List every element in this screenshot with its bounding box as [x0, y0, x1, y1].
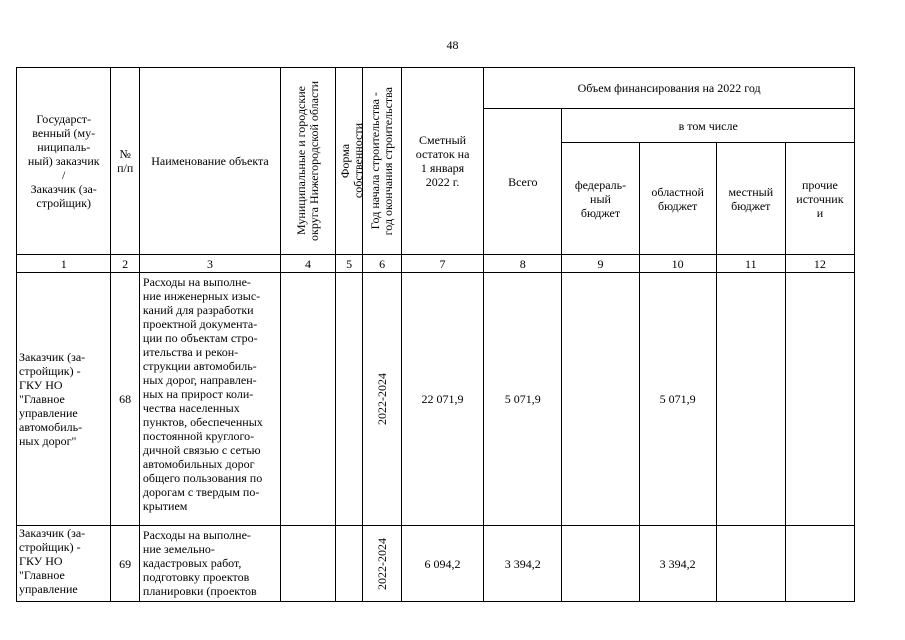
row-other	[785, 526, 854, 602]
row-local	[716, 526, 785, 602]
row-total: 5 071,9	[484, 273, 562, 526]
row-regional: 3 394,2	[639, 526, 716, 602]
column-number-row	[17, 255, 855, 273]
row-ownership	[335, 526, 362, 602]
row-years-cell	[363, 273, 402, 526]
row-years: 2022-2024	[374, 537, 389, 590]
header-municipality: Муниципальные и городские округа Нижегородской области	[293, 81, 321, 241]
header-estimate: Сметный остаток на 1 января 2022 г.	[401, 68, 483, 255]
row-num: 69	[111, 526, 139, 602]
header-total: Всего	[484, 109, 562, 255]
header-ownership: Форма собственности	[337, 123, 365, 199]
row-federal	[562, 273, 639, 526]
column-number: 10	[639, 255, 716, 273]
header-federal: федераль- ный бюджет	[562, 143, 639, 255]
header-num: № п/п	[111, 68, 139, 255]
column-number: 4	[281, 255, 336, 273]
column-number: 2	[111, 255, 139, 273]
header-including: в том числе	[562, 109, 855, 143]
table-row	[17, 273, 855, 526]
row-municipality	[281, 526, 336, 602]
header-regional: областной бюджет	[639, 143, 716, 255]
financing-table	[16, 67, 855, 602]
header-ownership-cell	[335, 68, 365, 255]
row-local	[716, 273, 785, 526]
column-number: 12	[785, 255, 854, 273]
header-row-1	[17, 68, 855, 109]
row-other	[785, 273, 854, 526]
column-number: 3	[139, 255, 280, 273]
column-number: 5	[335, 255, 362, 273]
column-number: 9	[562, 255, 639, 273]
header-local: местный бюджет	[716, 143, 785, 255]
column-number: 8	[484, 255, 562, 273]
column-number: 6	[363, 255, 402, 273]
column-number: 7	[401, 255, 483, 273]
header-object-name: Наименование объекта	[139, 68, 280, 255]
row-object-name: Расходы на выполне- ние инженерных изыс- каний для разработки проектной документа- ции по объектам стро- ительства и рекон- струкции автомобиль- ных дорог, направлен- ных на прирост коли- чества населенных пунктов, обеспеченных постоянной круглого- дичной связью с сетью автомобильных дорог общего пользования по дорогам с твердым по- крытием	[139, 273, 280, 526]
page-number: 48	[446, 38, 459, 52]
row-ownership	[335, 273, 362, 526]
header-customer: Государст- венный (му- ниципаль- ный) заказчик / Заказчик (за- стройщик)	[17, 68, 111, 255]
row-years: 2022-2024	[374, 373, 389, 425]
header-years: Год начала строительства - год окончания строительства	[368, 86, 396, 236]
header-municipality-cell	[281, 68, 336, 255]
row-years-cell	[363, 526, 402, 602]
column-number: 1	[17, 255, 111, 273]
row-customer: Заказчик (за- стройщик) - ГКУ НО "Главное управление автомобиль- ных дорог"	[17, 273, 111, 526]
row-regional: 5 071,9	[639, 273, 716, 526]
row-estimate: 6 094,2	[401, 526, 483, 602]
row-total: 3 394,2	[484, 526, 562, 602]
table-row	[17, 526, 855, 602]
row-municipality	[281, 273, 336, 526]
header-other: прочие источник и	[785, 143, 854, 255]
header-years-cell	[363, 68, 402, 255]
row-estimate: 22 071,9	[401, 273, 483, 526]
row-object-name: Расходы на выполне- ние земельно- кадастровых работ, подготовку проектов планировки (проектов	[139, 526, 280, 602]
column-number: 11	[716, 255, 785, 273]
row-customer: Заказчик (за- стройщик) - ГКУ НО "Главное управление	[17, 526, 111, 602]
row-federal	[562, 526, 639, 602]
row-num: 68	[111, 273, 139, 526]
header-funding: Объем финансирования на 2022 год	[484, 68, 855, 109]
